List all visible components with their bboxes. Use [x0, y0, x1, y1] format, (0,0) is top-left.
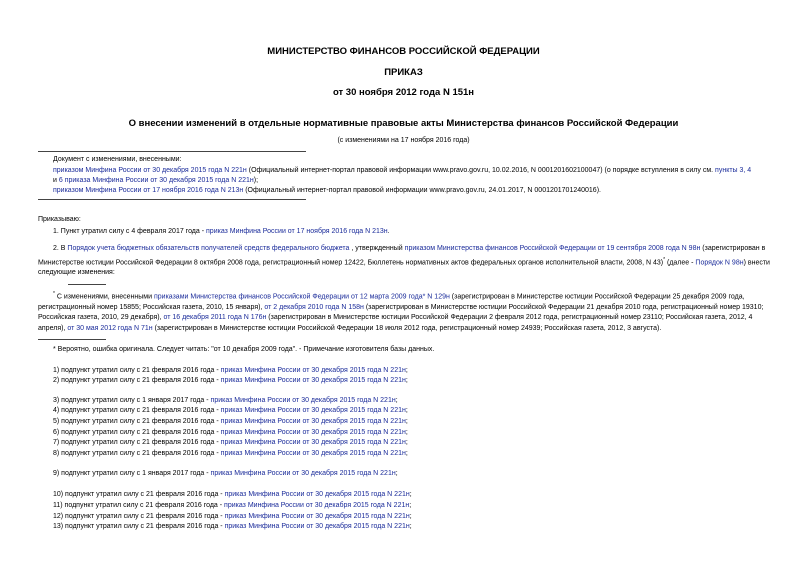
link-order-213n-p1[interactable]: приказ Минфина России от 17 ноября 2016 года N 213н: [206, 228, 388, 235]
footnote-1: * С изменениями, внесенными приказами Министерства финансов Российской Федерации от 12 марта 2009 года* N 129н (зарегистрирован в Министерстве юстиции Российской Федерации 25 декабря 2009 года, регистрационный номер 15855; Российская газета, 2010, 15 января), от 2 декабря 2010 года N 158н (зарегистрирован в Министерстве юстиции Российской Федерации 21 декабря 2010 года, регистрационный номер 19310; Российская газета, 2010, 29 декабря), от 16 декабря 2011 года N 176н (зарегистрирован в Министерстве юстиции Российской Федерации 2 февраля 2012 года, регистрационный номер 23110; Российская газета, 2012, 4 апреля), от 30 мая 2012 года N 71н (зарегистрирован в Министерстве юстиции Российской Федерации 18 июля 2012 года, регистрационный номер 24939; Российская газета, 2012, 3 августа).: [38, 291, 764, 332]
list-item: 7) подпункт утратил силу с 21 февраля 2016 года - приказ Минфина России от 30 декабря 2015 года N 221н;: [53, 439, 408, 446]
list-item: 5) подпункт утратил силу с 21 февраля 2016 года - приказ Минфина России от 30 декабря 2015 года N 221н;: [53, 418, 408, 425]
list-item: 4) подпункт утратил силу с 21 февраля 2016 года - приказ Минфина России от 30 декабря 2015 года N 221н;: [53, 407, 408, 414]
changes-top-rule: [38, 151, 306, 152]
item-link[interactable]: приказ Минфина России от 30 декабря 2015 года N 221н: [220, 367, 406, 374]
item-link[interactable]: приказ Минфина России от 30 декабря 2015 года N 221н: [220, 407, 406, 414]
item-link[interactable]: приказ Минфина России от 30 декабря 2015 года N 221н: [224, 513, 410, 520]
list-item: 11) подпункт утратил силу с 21 февраля 2016 года - приказ Минфина России от 30 декабря 2015 года N 221н;: [53, 502, 412, 509]
item-link[interactable]: приказ Минфина России от 30 декабря 2015 года N 221н: [220, 429, 406, 436]
link-order-176n[interactable]: от 16 декабря 2011 года N 176н: [163, 314, 267, 322]
changes-line-2: и 6 приказа Минфина России от 30 декабря 2015 года N 221н);: [53, 177, 259, 184]
changes-bottom-rule: [38, 199, 306, 200]
link-procedure-98n-short[interactable]: Порядок N 98н: [695, 258, 744, 266]
list-item: 6) подпункт утратил силу с 21 февраля 2016 года - приказ Минфина России от 30 декабря 2015 года N 221н;: [53, 429, 408, 436]
paragraph-2: 2. В Порядок учета бюджетных обязательств получателей средств федерального бюджета , утвержденный приказом Министерства финансов Российской Федерации от 19 сентября 2008 года N 98н (зарегистрирован в Министерстве юстиции Российской Федерации 8 октября 2008 года, регистрационный номер 12422, Бюллетень нормативных актов федеральных органов исполнительной власти, 2008, N 43)* (далее - Порядок N 98н) внести следующие изменения:: [38, 245, 770, 277]
item-link[interactable]: приказ Минфина России от 30 декабря 2015 года N 221н: [224, 502, 410, 509]
link-procedure-98n[interactable]: Порядок учета бюджетных обязательств получателей средств федерального бюджета: [67, 245, 350, 252]
doc-title: О внесении изменений в отдельные нормативные правовые акты Министерства финансов Российской Федерации: [128, 118, 679, 129]
footnote-rule-1: [68, 284, 106, 285]
item-link[interactable]: приказ Минфина России от 30 декабря 2015 года N 221н: [210, 397, 396, 404]
paragraph-1: 1. Пункт утратил силу с 4 февраля 2017 года - приказ Минфина России от 17 ноября 2016 года N 213н.: [53, 228, 390, 235]
link-point-6-order-221n[interactable]: 6 приказа Минфина России от 30 декабря 2015 года N 221н: [58, 177, 254, 184]
list-item: 1) подпункт утратил силу с 21 февраля 2016 года - приказ Минфина России от 30 декабря 2015 года N 221н;: [53, 367, 408, 374]
link-points-3-4[interactable]: пункты 3, 4: [715, 167, 752, 174]
item-link[interactable]: приказ Минфина России от 30 декабря 2015 года N 221н: [224, 523, 410, 530]
list-item: 8) подпункт утратил силу с 21 февраля 2016 года - приказ Минфина России от 30 декабря 2015 года N 221н;: [53, 450, 408, 457]
order-word: Приказываю:: [38, 216, 81, 223]
item-link[interactable]: приказ Минфина России от 30 декабря 2015 года N 221н: [220, 439, 406, 446]
doc-type: ПРИКАЗ: [384, 67, 423, 78]
item-link[interactable]: приказ Минфина России от 30 декабря 2015 года N 221н: [220, 418, 406, 425]
link-order-221n[interactable]: приказом Минфина России от 30 декабря 2015 года N 221н: [53, 167, 247, 174]
item-link[interactable]: приказ Минфина России от 30 декабря 2015 года N 221н: [210, 470, 396, 477]
changes-line-1: приказом Минфина России от 30 декабря 2015 года N 221н (Официальный интернет-портал правовой информации www.pravo.gov.ru, 10.02.2016, N 0001201602100047) (о порядке вступления в силу см. пункты 3, 4: [53, 167, 752, 174]
link-order-71n[interactable]: от 30 мая 2012 года N 71н: [67, 324, 153, 332]
item-link[interactable]: приказ Минфина России от 30 декабря 2015 года N 221н: [220, 377, 406, 384]
link-order-98n[interactable]: приказом Министерства финансов Российской Федерации от 19 сентября 2008 года N 98н: [404, 245, 701, 252]
list-item: 13) подпункт утратил силу с 21 февраля 2016 года - приказ Минфина России от 30 декабря 2015 года N 221н;: [53, 523, 412, 530]
doc-date: от 30 ноября 2012 года N 151н: [332, 87, 475, 98]
list-item: 2) подпункт утратил силу с 21 февраля 2016 года - приказ Минфина России от 30 декабря 2015 года N 221н;: [53, 377, 408, 384]
list-item: 9) подпункт утратил силу с 1 января 2017 года - приказ Минфина России от 30 декабря 2015 года N 221н;: [53, 470, 398, 477]
changes-label: Документ с изменениями, внесенными:: [53, 156, 182, 163]
link-order-213n[interactable]: приказом Минфина России от 17 ноября 2016 года N 213н: [53, 187, 244, 194]
footnote-2: * Вероятно, ошибка оригинала. Следует читать: "от 10 декабря 2009 года". - Примечание изготовителя базы данных.: [53, 346, 435, 353]
ministry-name: МИНИСТЕРСТВО ФИНАНСОВ РОССИЙСКОЙ ФЕДЕРАЦИИ: [267, 46, 540, 57]
edition-note: (с изменениями на 17 ноября 2016 года): [337, 137, 470, 144]
link-order-129n[interactable]: приказами Министерства финансов Российской Федерации от 12 марта 2009 года* N 129н: [153, 293, 450, 301]
item-link[interactable]: приказ Минфина России от 30 декабря 2015 года N 221н: [220, 450, 406, 457]
item-link[interactable]: приказ Минфина России от 30 декабря 2015 года N 221н: [224, 491, 410, 498]
footnote-rule-2: [38, 339, 106, 340]
list-item: 3) подпункт утратил силу с 1 января 2017 года - приказ Минфина России от 30 декабря 2015 года N 221н;: [53, 397, 398, 404]
link-order-158n[interactable]: от 2 декабря 2010 года N 158н: [264, 303, 364, 311]
list-item: 10) подпункт утратил силу с 21 февраля 2016 года - приказ Минфина России от 30 декабря 2015 года N 221н;: [53, 491, 412, 498]
changes-line-3: приказом Минфина России от 17 ноября 2016 года N 213н (Официальный интернет-портал правовой информации www.pravo.gov.ru, 24.01.2017, N 0001201701240016).: [53, 187, 601, 194]
list-item: 12) подпункт утратил силу с 21 февраля 2016 года - приказ Минфина России от 30 декабря 2015 года N 221н;: [53, 513, 412, 520]
